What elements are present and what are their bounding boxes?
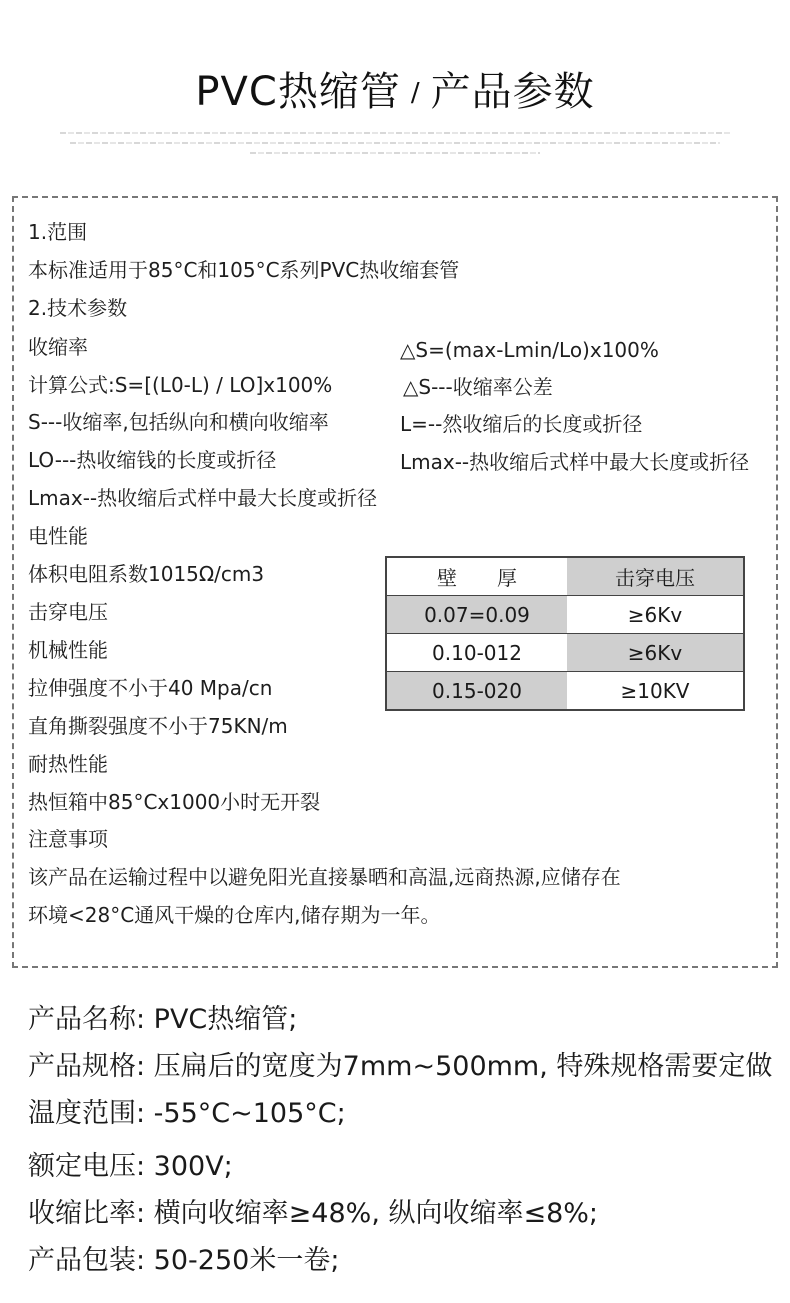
table-row bbox=[386, 596, 744, 634]
decorative-fine-print-line bbox=[70, 142, 720, 144]
spec-line: 耐热性能 bbox=[28, 752, 108, 776]
packaging-line: 产品包装: 50-250米一卷; bbox=[28, 1245, 340, 1276]
product-spec-line: 产品规格: 压扁后的宽度为7mm~500mm, 特殊规格需要定做 bbox=[28, 1051, 773, 1082]
spec-line: △S---收缩率公差 bbox=[403, 375, 553, 399]
table-row bbox=[386, 672, 744, 711]
table-cell: ≥6Kv bbox=[567, 634, 744, 672]
temperature-range-line: 温度范围: -55°C~105°C; bbox=[28, 1098, 346, 1129]
product-name-line: 产品名称: PVC热缩管; bbox=[28, 1004, 298, 1035]
title-main: PVC热缩管 bbox=[195, 69, 401, 115]
spec-line: 注意事项 bbox=[28, 827, 108, 851]
table-header-row bbox=[386, 557, 744, 596]
table-cell: ≥6Kv bbox=[567, 596, 744, 634]
table-header-cell: 击穿电压 bbox=[567, 557, 744, 596]
decorative-fine-print-line bbox=[60, 132, 730, 134]
table-cell: 0.07=0.09 bbox=[386, 596, 567, 634]
spec-line: 收缩率 bbox=[28, 335, 88, 359]
spec-line: 电性能 bbox=[28, 524, 88, 548]
spec-line: Lmax--热收缩后式样中最大长度或折径 bbox=[400, 450, 750, 474]
spec-line: Lmax--热收缩后式样中最大长度或折径 bbox=[28, 486, 378, 510]
spec-line: 机械性能 bbox=[28, 638, 108, 662]
table-header-cell: 壁 厚 bbox=[386, 557, 567, 596]
decorative-fine-print-line bbox=[250, 152, 540, 154]
spec-line: 拉伸强度不小于40 Mpa/cn bbox=[28, 676, 273, 700]
notice-text: 环境<28°C通风干燥的仓库内,储存期为一年。 bbox=[28, 903, 441, 927]
table-cell: 0.15-020 bbox=[386, 672, 567, 711]
spec-line: S---收缩率,包括纵向和横向收缩率 bbox=[28, 410, 329, 434]
table-row bbox=[386, 634, 744, 672]
spec-line: 计算公式:S=[(L0-L) / LO]x100% bbox=[28, 373, 333, 397]
spec-line: LO---热收缩钱的长度或折径 bbox=[28, 448, 277, 472]
rated-voltage-line: 额定电压: 300V; bbox=[28, 1151, 233, 1182]
spec-line: 热恒箱中85°Cx1000小时无开裂 bbox=[28, 790, 321, 814]
spec-line: 体积电阻系数1015Ω/cm3 bbox=[28, 562, 265, 586]
section-heading-scope: 1.范围 bbox=[28, 220, 88, 244]
title-separator: / bbox=[410, 78, 421, 108]
spec-line: 击穿电压 bbox=[28, 600, 108, 624]
spec-line: △S=(max-Lmin/Lo)x100% bbox=[400, 338, 659, 362]
spec-line: L=--然收缩后的长度或折径 bbox=[400, 412, 643, 436]
shrink-ratio-line: 收缩比率: 横向收缩率≥48%, 纵向收缩率≤8%; bbox=[28, 1198, 599, 1229]
breakdown-voltage-table bbox=[385, 556, 745, 711]
title-sub: 产品参数 bbox=[430, 69, 595, 115]
page-title bbox=[0, 60, 790, 117]
scope-text: 本标准适用于85°C和105°C系列PVC热收缩套管 bbox=[28, 258, 460, 282]
section-heading-params: 2.技术参数 bbox=[28, 296, 128, 320]
table-cell: 0.10-012 bbox=[386, 634, 567, 672]
table-cell: ≥10KV bbox=[567, 672, 744, 711]
notice-text: 该产品在运输过程中以避免阳光直接暴晒和高温,远商热源,应储存在 bbox=[28, 865, 621, 889]
spec-line: 直角撕裂强度不小于75KN/m bbox=[28, 714, 288, 738]
